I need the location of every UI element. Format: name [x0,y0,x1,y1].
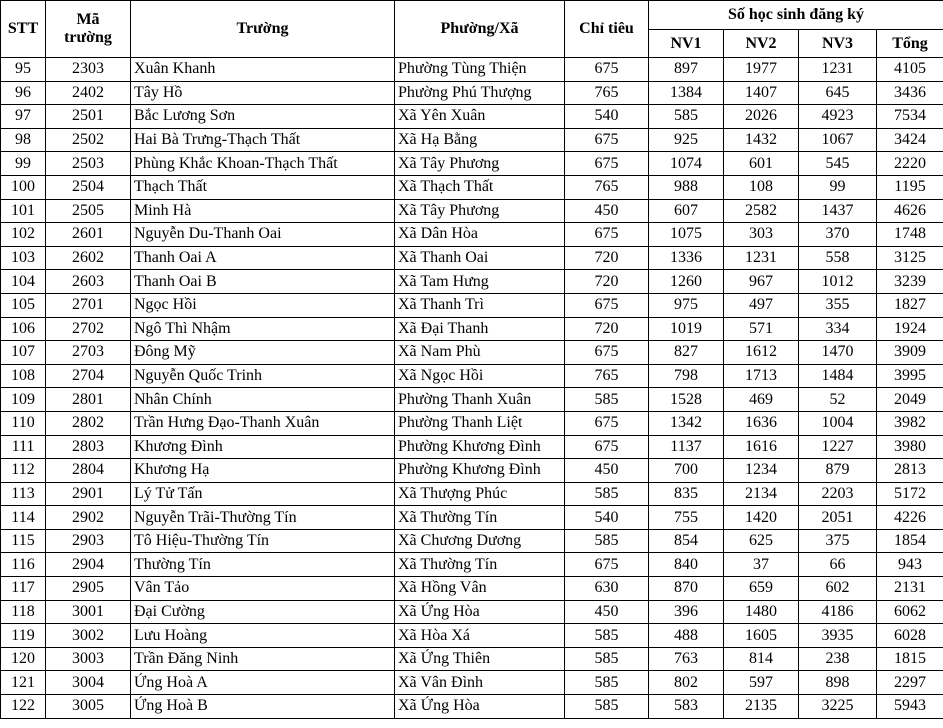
cell-nv2: 1612 [724,341,799,365]
cell-ma-truong: 2704 [46,364,131,388]
cell-truong: Phùng Khắc Khoan-Thạch Thất [131,152,395,176]
cell-phuong-xa: Xã Thạch Thất [395,175,565,199]
cell-nv3: 4923 [799,105,877,129]
cell-nv3: 1067 [799,128,877,152]
cell-truong: Lưu Hoàng [131,624,395,648]
cell-nv2: 469 [724,388,799,412]
cell-ma-truong: 2903 [46,529,131,553]
cell-chi-tieu: 765 [565,364,649,388]
cell-tong: 3125 [877,246,943,270]
table-row [1,175,943,199]
cell-nv2: 1407 [724,81,799,105]
cell-phuong-xa: Xã Thượng Phúc [395,482,565,506]
cell-ma-truong: 3004 [46,671,131,695]
cell-phuong-xa: Xã Dân Hòa [395,223,565,247]
cell-phuong-xa: Xã Thanh Oai [395,246,565,270]
cell-chi-tieu: 720 [565,317,649,341]
cell-nv1: 802 [649,671,724,695]
cell-tong: 1924 [877,317,943,341]
cell-chi-tieu: 585 [565,624,649,648]
cell-truong: Thạch Thất [131,175,395,199]
header-ma-truong-line1: Mã [76,11,100,28]
cell-ma-truong: 3002 [46,624,131,648]
table-row [1,600,943,624]
cell-nv2: 108 [724,175,799,199]
cell-chi-tieu: 720 [565,270,649,294]
cell-chi-tieu: 720 [565,246,649,270]
table-row [1,293,943,317]
cell-nv1: 1074 [649,152,724,176]
cell-nv3: 355 [799,293,877,317]
cell-phuong-xa: Xã Hòa Xá [395,624,565,648]
cell-nv2: 37 [724,553,799,577]
cell-truong: Khương Đình [131,435,395,459]
cell-nv1: 607 [649,199,724,223]
cell-tong: 943 [877,553,943,577]
cell-chi-tieu: 675 [565,553,649,577]
cell-stt: 105 [1,293,46,317]
header-truong: Trường [131,1,395,58]
cell-nv2: 1713 [724,364,799,388]
cell-stt: 122 [1,695,46,719]
table-row [1,482,943,506]
cell-chi-tieu: 585 [565,695,649,719]
cell-nv1: 870 [649,577,724,601]
cell-chi-tieu: 540 [565,506,649,530]
cell-phuong-xa: Xã Thanh Trì [395,293,565,317]
cell-nv1: 1019 [649,317,724,341]
header-nv1: NV1 [649,30,724,58]
cell-truong: Bắc Lương Sơn [131,105,395,129]
cell-nv3: 1484 [799,364,877,388]
cell-truong: Thanh Oai B [131,270,395,294]
cell-truong: Thanh Oai A [131,246,395,270]
cell-nv3: 370 [799,223,877,247]
cell-stt: 110 [1,411,46,435]
cell-truong: Ứng Hoà A [131,671,395,695]
cell-ma-truong: 2904 [46,553,131,577]
cell-phuong-xa: Phường Khương Đình [395,435,565,459]
cell-stt: 95 [1,58,46,82]
cell-nv2: 1636 [724,411,799,435]
cell-ma-truong: 3001 [46,600,131,624]
cell-ma-truong: 2804 [46,459,131,483]
cell-tong: 4226 [877,506,943,530]
cell-nv2: 571 [724,317,799,341]
cell-ma-truong: 2502 [46,128,131,152]
cell-nv1: 763 [649,647,724,671]
header-ma-truong-line2: trường [64,29,112,46]
cell-chi-tieu: 585 [565,647,649,671]
table-body [1,58,943,719]
cell-chi-tieu: 765 [565,175,649,199]
cell-tong: 3436 [877,81,943,105]
cell-tong: 2131 [877,577,943,601]
cell-nv2: 1616 [724,435,799,459]
cell-ma-truong: 2801 [46,388,131,412]
cell-phuong-xa: Phường Khương Đình [395,459,565,483]
cell-tong: 3909 [877,341,943,365]
cell-nv2: 967 [724,270,799,294]
table-row [1,411,943,435]
cell-nv1: 854 [649,529,724,553]
cell-nv2: 2026 [724,105,799,129]
cell-truong: Hai Bà Trưng-Thạch Thất [131,128,395,152]
cell-nv1: 1342 [649,411,724,435]
cell-nv2: 1432 [724,128,799,152]
cell-nv3: 1470 [799,341,877,365]
cell-ma-truong: 2402 [46,81,131,105]
cell-nv3: 1012 [799,270,877,294]
cell-nv1: 1528 [649,388,724,412]
header-nv2: NV2 [724,30,799,58]
cell-nv1: 396 [649,600,724,624]
header-nv3: NV3 [799,30,877,58]
cell-phuong-xa: Xã Thường Tín [395,506,565,530]
cell-stt: 109 [1,388,46,412]
cell-tong: 3424 [877,128,943,152]
cell-phuong-xa: Xã Tam Hưng [395,270,565,294]
cell-ma-truong: 2303 [46,58,131,82]
cell-phuong-xa: Xã Ngọc Hồi [395,364,565,388]
cell-nv3: 3225 [799,695,877,719]
cell-chi-tieu: 450 [565,459,649,483]
cell-tong: 1854 [877,529,943,553]
cell-truong: Tô Hiệu-Thường Tín [131,529,395,553]
cell-ma-truong: 2601 [46,223,131,247]
cell-tong: 3995 [877,364,943,388]
cell-nv3: 238 [799,647,877,671]
cell-nv2: 659 [724,577,799,601]
cell-nv3: 2051 [799,506,877,530]
table-row [1,647,943,671]
cell-nv3: 1227 [799,435,877,459]
cell-truong: Xuân Khanh [131,58,395,82]
cell-stt: 115 [1,529,46,553]
cell-ma-truong: 2603 [46,270,131,294]
header-tong: Tổng [877,30,943,58]
cell-nv3: 545 [799,152,877,176]
cell-stt: 121 [1,671,46,695]
cell-ma-truong: 2501 [46,105,131,129]
cell-nv2: 2135 [724,695,799,719]
cell-nv3: 66 [799,553,877,577]
cell-chi-tieu: 585 [565,388,649,412]
cell-phuong-xa: Xã Ứng Hòa [395,695,565,719]
cell-nv1: 835 [649,482,724,506]
cell-chi-tieu: 585 [565,482,649,506]
cell-nv1: 827 [649,341,724,365]
table-row [1,81,943,105]
cell-nv1: 798 [649,364,724,388]
cell-tong: 6028 [877,624,943,648]
table-row [1,459,943,483]
cell-ma-truong: 2602 [46,246,131,270]
cell-stt: 100 [1,175,46,199]
cell-stt: 103 [1,246,46,270]
cell-ma-truong: 2505 [46,199,131,223]
cell-stt: 108 [1,364,46,388]
cell-tong: 4626 [877,199,943,223]
cell-chi-tieu: 675 [565,58,649,82]
table-row [1,529,943,553]
cell-stt: 120 [1,647,46,671]
cell-stt: 112 [1,459,46,483]
table-row [1,223,943,247]
cell-phuong-xa: Xã Hồng Vân [395,577,565,601]
cell-truong: Trần Hưng Đạo-Thanh Xuân [131,411,395,435]
table-row [1,152,943,176]
cell-stt: 107 [1,341,46,365]
header-chi-tieu: Chỉ tiêu [565,1,649,58]
table-row [1,128,943,152]
cell-truong: Vân Tảo [131,577,395,601]
cell-nv2: 497 [724,293,799,317]
cell-phuong-xa: Xã Nam Phù [395,341,565,365]
cell-truong: Trần Đăng Ninh [131,647,395,671]
cell-ma-truong: 3003 [46,647,131,671]
cell-tong: 2220 [877,152,943,176]
cell-nv1: 1260 [649,270,724,294]
cell-stt: 106 [1,317,46,341]
cell-stt: 113 [1,482,46,506]
cell-chi-tieu: 675 [565,128,649,152]
header-phuong-xa: Phường/Xã [395,1,565,58]
cell-phuong-xa: Xã Ứng Thiên [395,647,565,671]
cell-chi-tieu: 630 [565,577,649,601]
cell-nv2: 2134 [724,482,799,506]
cell-tong: 5172 [877,482,943,506]
cell-phuong-xa: Xã Tây Phương [395,199,565,223]
cell-truong: Đại Cường [131,600,395,624]
cell-nv3: 558 [799,246,877,270]
cell-nv1: 1384 [649,81,724,105]
cell-nv2: 601 [724,152,799,176]
cell-nv3: 2203 [799,482,877,506]
cell-phuong-xa: Xã Đại Thanh [395,317,565,341]
table-row [1,388,943,412]
cell-stt: 114 [1,506,46,530]
cell-nv1: 700 [649,459,724,483]
cell-phuong-xa: Phường Thanh Liệt [395,411,565,435]
cell-truong: Lý Tử Tấn [131,482,395,506]
cell-truong: Nguyễn Trãi-Thường Tín [131,506,395,530]
cell-tong: 3982 [877,411,943,435]
cell-nv2: 2582 [724,199,799,223]
cell-phuong-xa: Xã Ứng Hòa [395,600,565,624]
cell-nv3: 1437 [799,199,877,223]
cell-nv1: 1137 [649,435,724,459]
cell-nv2: 814 [724,647,799,671]
cell-nv3: 52 [799,388,877,412]
header-stt: STT [1,1,46,58]
cell-nv1: 755 [649,506,724,530]
cell-nv2: 303 [724,223,799,247]
cell-truong: Nguyễn Du-Thanh Oai [131,223,395,247]
cell-nv3: 1004 [799,411,877,435]
cell-truong: Thường Tín [131,553,395,577]
cell-tong: 5943 [877,695,943,719]
cell-nv2: 1605 [724,624,799,648]
cell-nv1: 975 [649,293,724,317]
cell-nv3: 3935 [799,624,877,648]
cell-chi-tieu: 585 [565,671,649,695]
cell-tong: 3980 [877,435,943,459]
cell-stt: 99 [1,152,46,176]
cell-stt: 101 [1,199,46,223]
cell-truong: Ngọc Hồi [131,293,395,317]
cell-tong: 2297 [877,671,943,695]
cell-nv1: 988 [649,175,724,199]
cell-nv1: 1075 [649,223,724,247]
cell-nv3: 1231 [799,58,877,82]
cell-tong: 1195 [877,175,943,199]
cell-stt: 119 [1,624,46,648]
cell-nv1: 488 [649,624,724,648]
table-row [1,246,943,270]
cell-ma-truong: 2702 [46,317,131,341]
table-row [1,270,943,294]
cell-tong: 1815 [877,647,943,671]
cell-nv1: 585 [649,105,724,129]
cell-phuong-xa: Xã Thường Tín [395,553,565,577]
table-row [1,341,943,365]
table-row [1,671,943,695]
cell-nv2: 1234 [724,459,799,483]
cell-ma-truong: 2703 [46,341,131,365]
cell-chi-tieu: 450 [565,600,649,624]
cell-nv2: 1977 [724,58,799,82]
cell-phuong-xa: Xã Chương Dương [395,529,565,553]
cell-ma-truong: 2503 [46,152,131,176]
cell-truong: Minh Hà [131,199,395,223]
cell-truong: Đông Mỹ [131,341,395,365]
cell-tong: 7534 [877,105,943,129]
cell-ma-truong: 2701 [46,293,131,317]
table-row [1,199,943,223]
cell-nv3: 375 [799,529,877,553]
cell-chi-tieu: 450 [565,199,649,223]
cell-chi-tieu: 540 [565,105,649,129]
header-ma-truong [46,1,131,58]
cell-ma-truong: 2902 [46,506,131,530]
cell-tong: 1748 [877,223,943,247]
cell-nv3: 898 [799,671,877,695]
cell-phuong-xa: Phường Phú Thượng [395,81,565,105]
cell-phuong-xa: Xã Hạ Bằng [395,128,565,152]
cell-phuong-xa: Xã Tây Phương [395,152,565,176]
cell-nv3: 602 [799,577,877,601]
cell-nv2: 1231 [724,246,799,270]
header-so-hoc-sinh: Số học sinh đăng ký [649,1,943,30]
cell-ma-truong: 2803 [46,435,131,459]
cell-nv1: 840 [649,553,724,577]
cell-nv1: 925 [649,128,724,152]
cell-tong: 1827 [877,293,943,317]
cell-nv1: 897 [649,58,724,82]
table-row [1,506,943,530]
table-row [1,58,943,82]
cell-chi-tieu: 675 [565,223,649,247]
cell-stt: 118 [1,600,46,624]
cell-stt: 97 [1,105,46,129]
cell-tong: 6062 [877,600,943,624]
cell-truong: Nguyễn Quốc Trinh [131,364,395,388]
cell-chi-tieu: 675 [565,152,649,176]
cell-ma-truong: 3005 [46,695,131,719]
cell-phuong-xa: Phường Thanh Xuân [395,388,565,412]
cell-chi-tieu: 675 [565,293,649,317]
cell-ma-truong: 2901 [46,482,131,506]
cell-nv2: 1480 [724,600,799,624]
cell-chi-tieu: 765 [565,81,649,105]
cell-nv1: 583 [649,695,724,719]
table-row [1,695,943,719]
cell-truong: Ứng Hoà B [131,695,395,719]
cell-phuong-xa: Xã Vân Đình [395,671,565,695]
table-row [1,317,943,341]
cell-ma-truong: 2905 [46,577,131,601]
cell-stt: 111 [1,435,46,459]
cell-ma-truong: 2504 [46,175,131,199]
cell-tong: 3239 [877,270,943,294]
cell-nv2: 1420 [724,506,799,530]
cell-truong: Tây Hồ [131,81,395,105]
cell-nv2: 625 [724,529,799,553]
table-row [1,105,943,129]
cell-tong: 2813 [877,459,943,483]
cell-nv3: 879 [799,459,877,483]
table-row [1,577,943,601]
cell-nv3: 4186 [799,600,877,624]
cell-nv3: 334 [799,317,877,341]
cell-tong: 4105 [877,58,943,82]
table-row [1,364,943,388]
cell-nv1: 1336 [649,246,724,270]
cell-stt: 98 [1,128,46,152]
cell-nv3: 99 [799,175,877,199]
cell-truong: Nhân Chính [131,388,395,412]
cell-stt: 104 [1,270,46,294]
table-row [1,435,943,459]
cell-phuong-xa: Phường Tùng Thiện [395,58,565,82]
cell-nv3: 645 [799,81,877,105]
cell-stt: 116 [1,553,46,577]
cell-chi-tieu: 675 [565,411,649,435]
cell-chi-tieu: 675 [565,341,649,365]
table-header [1,1,943,58]
cell-phuong-xa: Xã Yên Xuân [395,105,565,129]
cell-chi-tieu: 675 [565,435,649,459]
cell-tong: 2049 [877,388,943,412]
cell-stt: 102 [1,223,46,247]
cell-chi-tieu: 585 [565,529,649,553]
cell-ma-truong: 2802 [46,411,131,435]
cell-stt: 96 [1,81,46,105]
cell-stt: 117 [1,577,46,601]
table-row [1,624,943,648]
cell-nv2: 597 [724,671,799,695]
cell-truong: Khương Hạ [131,459,395,483]
cell-truong: Ngô Thì Nhậm [131,317,395,341]
table-row [1,553,943,577]
